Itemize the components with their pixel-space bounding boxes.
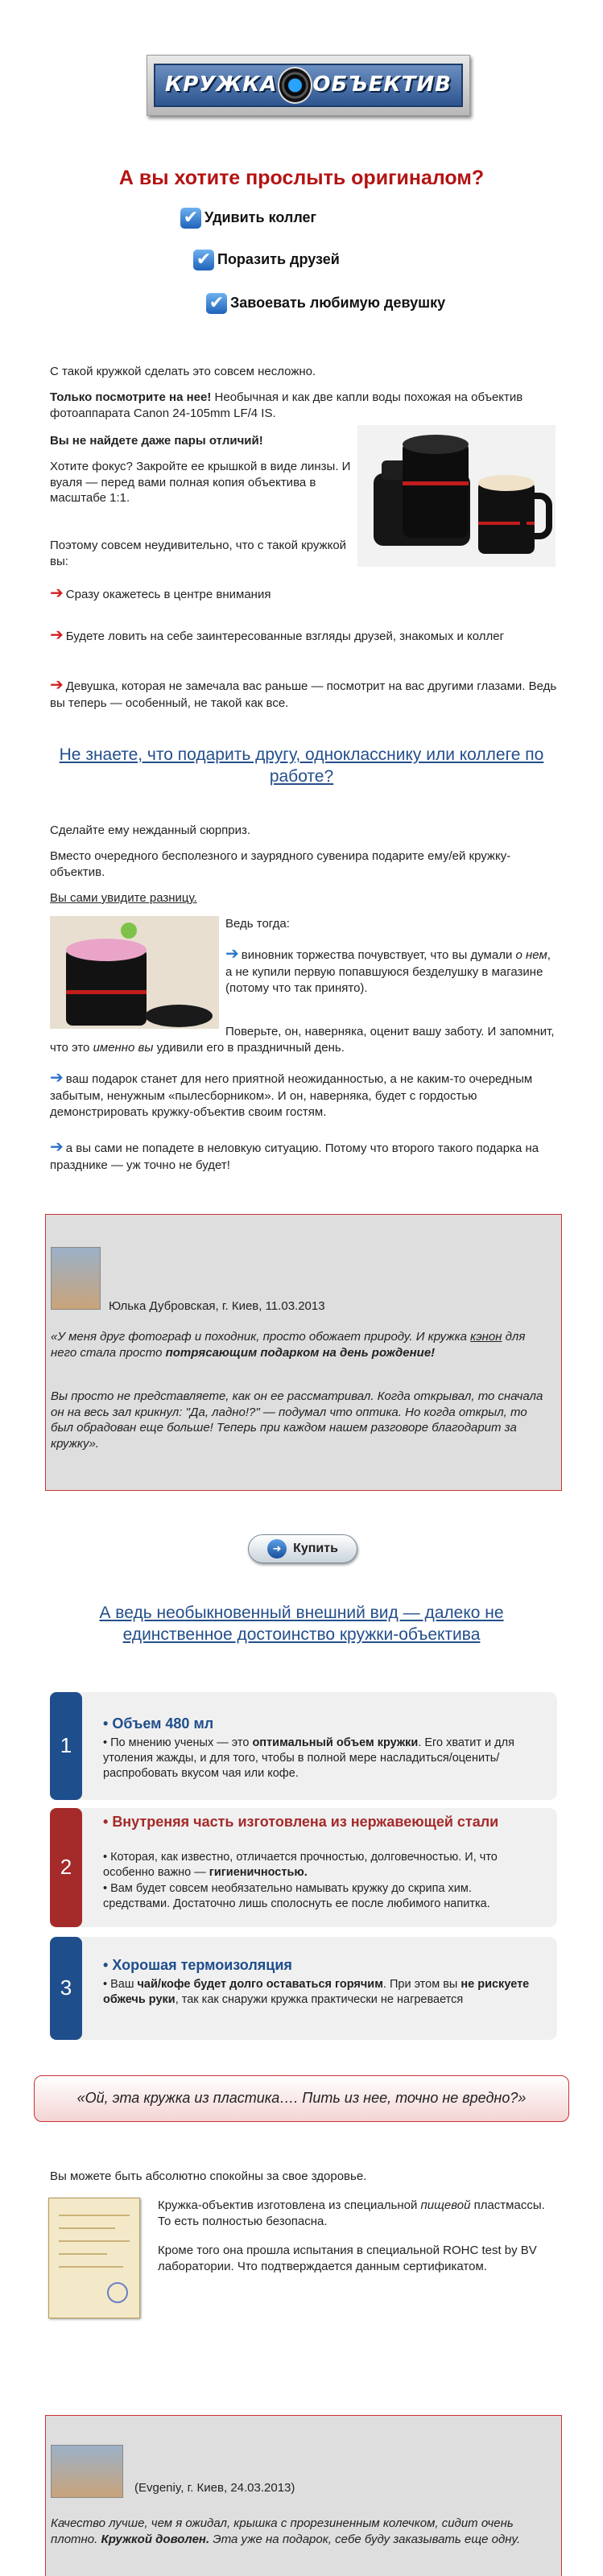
feature-body: • Ваш чай/кофе будет долго оставаться горячим. При этом вы не рискуете обжечь руки, так как снаружи кружка практически не нагревается (103, 1978, 530, 2006)
benefit-item (50, 625, 557, 646)
feature-text: . Его хватит и для утоления жажды, и для того, чтобы в полной мере насладиться/оценить/распробовать вкусом чая или кофе. (103, 1736, 514, 1780)
seal-icon (107, 2282, 128, 2303)
benefit-item (50, 583, 557, 604)
feature-number: 3 (50, 1937, 82, 2040)
checkmark-icon: ✔ (193, 250, 214, 270)
review-text (51, 2516, 550, 2547)
intro-paragraph (50, 390, 557, 421)
main-headline: А вы хотите прослыть оригиналом? (118, 167, 485, 189)
feature-bold: гигиеничностью. (209, 1865, 308, 1879)
feature-text: Вам будет совсем необязательно намывать кружку до скрипа хим. средствами. Достаточно лишь сполоснуть ее после любимого напитка. (103, 1881, 490, 1910)
benefit-text: Девушка, которая не замечала вас раньше — посмотрит на вас другими глазами. Ведь вы теперь — особенный, не такой как все. (50, 679, 557, 710)
benefit-text: Будете ловить на себе заинтересованные взгляды друзей, знакомых и коллег (65, 630, 505, 643)
red-arrow-icon: ➔ (50, 626, 64, 644)
blue-arrow-icon: ➔ (50, 1069, 64, 1087)
feature-body: • По мнению ученых — это оптимальный объем кружки. Его хватит и для утоления жажды, и для того, чтобы в полной мере насладиться/оценить/распробовать вкусом чая или кофе. (103, 1736, 514, 1780)
check-item (180, 208, 316, 229)
safety-emphasis: пищевой (420, 2198, 471, 2212)
gift-emphasis: о нем (515, 948, 547, 962)
gift-emphasis: именно вы (93, 1040, 154, 1055)
logo-text-left: КРУЖКА (165, 72, 278, 97)
feature-title-text: Объем 480 мл (112, 1715, 214, 1732)
mug-with-lid-image (50, 916, 219, 1029)
objection-quote: «Ой, эта кружка из пластика…. Пить из нее, точно не вредно?» (34, 2075, 569, 2122)
feature-title: • Внутреняя часть изготовлена из нержавеющей стали (103, 1814, 499, 1830)
feature-title: • Хорошая термоизоляция (103, 1957, 292, 1973)
feature-title: • Объем 480 мл (103, 1715, 214, 1732)
gift-text: , а не купили первую попавшуюся безделушку в магазине (потому что так принято). (225, 948, 551, 995)
logo-text-right: ОБЪЕКТИВ (312, 72, 452, 97)
gift-paragraph: Вы сами увидите разницу. (50, 891, 197, 905)
feature-bold: не рискуете обжечь руки (103, 1978, 530, 2006)
review-text-part: Качество лучше, чем я ожидал, крышка с прорезиненным колечком, сидит очень плотно. (51, 2516, 514, 2546)
logo[interactable] (147, 55, 470, 116)
buy-button[interactable] (248, 1534, 357, 1563)
review-box (45, 1214, 562, 1491)
review-bold: Кружкой доволен. (101, 2532, 210, 2546)
red-arrow-icon: ➔ (50, 676, 64, 694)
gift-text: удивили его в праздничный день. (153, 1040, 345, 1055)
feature-bold: чай/кофе будет долго оставаться горячим (137, 1978, 383, 1991)
checkmark-icon: ✔ (180, 208, 201, 229)
feature-body: • Которая, как известно, отличается прочностью, долговечностью. И, что особенно важно — гигиеничностью. • Вам будет совсем необязательно намывать кружку до скрипа хим. средствами. Достаточно лишь сполоснуть ее после любимого напитка. (103, 1851, 498, 1910)
gift-benefit (50, 1137, 557, 1174)
gift-text: ваш подарок станет для него приятной неожиданностью, а не каким-то очередным забытым, ненужным «пылесборником». И он, наверняка, будет с гордостью демонстрировать кружку-объектив своим гостям. (50, 1072, 533, 1119)
logo-banner (154, 64, 463, 107)
gift-text: виновник торжества почувствует, что вы думали (241, 948, 516, 962)
review-box (45, 2415, 562, 2576)
safety-paragraph: Кроме того она прошла испытания в специальной ROHC test by BV лаборатории. Что подтверждается данным сертификатом. (158, 2244, 537, 2273)
gift-heading[interactable]: Не знаете, что подарить другу, однокласснику или коллеге по работе? (59, 745, 544, 786)
review-text (51, 1329, 550, 1360)
feature-text: По мнению ученых — это (110, 1736, 253, 1749)
safety-text: пластмассы. То есть полностью безопасна. (158, 2198, 545, 2228)
gift-paragraph: Сделайте ему нежданный сюрприз. (50, 824, 251, 837)
review-text: Вы просто не представляете, как он ее рассматривал. Когда открывал, то сначала он на весь зал крикнул: "Да, ладно!?" — подумал что оптика. Но когда открыл, то был обрадован еще больше! Теперь при каждом нашем разговоре благодарит за кружку». (51, 1389, 543, 1451)
feature-card (50, 1937, 557, 2040)
intro-paragraph: С такой кружкой сделать это совсем несложно. (50, 365, 316, 378)
feature-card (50, 1808, 557, 1927)
review-text-part: Эта уже на подарок, себе буду заказывать еще одну. (209, 2532, 521, 2546)
gift-paragraph (50, 1024, 557, 1055)
certificate-image[interactable] (48, 2198, 140, 2318)
feature-number: 1 (50, 1692, 82, 1800)
check-label: Поразить друзей (217, 251, 340, 268)
product-photo (357, 425, 556, 567)
review-bold: потрясающим подарком на день рождение! (165, 1345, 436, 1360)
intro-paragraph: Поэтому совсем неудивительно, что с такой кружкой вы: (50, 539, 347, 568)
feature-card (50, 1692, 557, 1800)
feature-text: Ваш (110, 1978, 138, 1991)
avatar (51, 1247, 101, 1310)
feature-bold: оптимальный объем кружки (252, 1736, 419, 1749)
camera-mugs-image (357, 425, 556, 567)
intro-bold: Только посмотрите на нее! (50, 390, 212, 404)
intro-paragraph: Вы не найдете даже пары отличий! (50, 434, 263, 448)
benefit-item (50, 675, 557, 712)
mug-photo (50, 916, 219, 1029)
checkmark-icon: ✔ (206, 293, 227, 314)
benefit-text: Сразу окажетесь в центре внимания (65, 588, 271, 601)
gift-benefit (225, 943, 556, 996)
feature-title-text: Внутреняя часть изготовлена из нержавеющей стали (112, 1814, 499, 1830)
features-heading[interactable]: А ведь необыкновенный внешний вид — далеко не единственное достоинство кружки-объектива (99, 1604, 504, 1645)
lens-icon (278, 67, 313, 104)
safety-paragraph: Вы можете быть абсолютно спокойны за свое здоровье. (50, 2169, 367, 2183)
check-label: Удивить коллег (204, 209, 317, 226)
gift-paragraph: Ведь тогда: (225, 917, 290, 931)
feature-text: . При этом вы (382, 1978, 461, 1991)
feature-text: , так как снаружи кружка практически не нагревается (175, 1992, 464, 2006)
blue-arrow-icon: ➔ (50, 1138, 64, 1156)
intro-paragraph: Хотите фокус? Закройте ее крышкой в виде линзы. И вуаля — перед вами полная копия объектива в масштабе 1:1. (50, 460, 351, 505)
red-arrow-icon: ➔ (50, 584, 64, 602)
safety-text: Кружка-объектив изготовлена из специальной (158, 2198, 421, 2212)
cart-icon: ➜ (267, 1539, 287, 1558)
feature-text: Которая, как известно, отличается прочностью, долговечностью. И, что особенно важно — (103, 1851, 498, 1879)
gift-benefit (50, 1067, 557, 1120)
review-link[interactable]: кэнон (470, 1330, 502, 1344)
review-text-part: для него стала просто (51, 1330, 526, 1360)
feature-title-text: Хорошая термоизоляция (112, 1957, 292, 1973)
review-author: (Evgeniy, г. Киев, 24.03.2013) (134, 2481, 295, 2495)
safety-paragraph (158, 2198, 560, 2229)
gift-paragraph: Вместо очередного бесполезного и заурядного сувенира подарите ему/ей кружку- объектив. (50, 849, 511, 879)
review-text-part: «У меня друг фотограф и походник, просто обожает природу. И кружка (51, 1330, 471, 1344)
gift-text: Поверьте, он, наверняка, оценит вашу заботу. И запомнит, что это (50, 1025, 555, 1055)
blue-arrow-icon: ➔ (225, 945, 239, 963)
check-label: Завоевать любимую девушку (230, 295, 446, 312)
intro-text: Необычная и как две капли воды похожая на объектив фотоаппарата Canon 24-105mm LF/4 IS. (50, 390, 523, 420)
check-item (206, 293, 445, 314)
avatar (51, 2445, 123, 2498)
check-item (193, 250, 340, 270)
buy-button-label: Купить (293, 1541, 338, 1555)
review-author: Юлька Дубровская, г. Киев, 11.03.2013 (109, 1299, 325, 1313)
feature-number: 2 (50, 1808, 82, 1927)
gift-text: а вы сами не попадете в неловкую ситуацию. Потому что второго такого подарка на празднике — уж точно не будет! (50, 1141, 539, 1172)
